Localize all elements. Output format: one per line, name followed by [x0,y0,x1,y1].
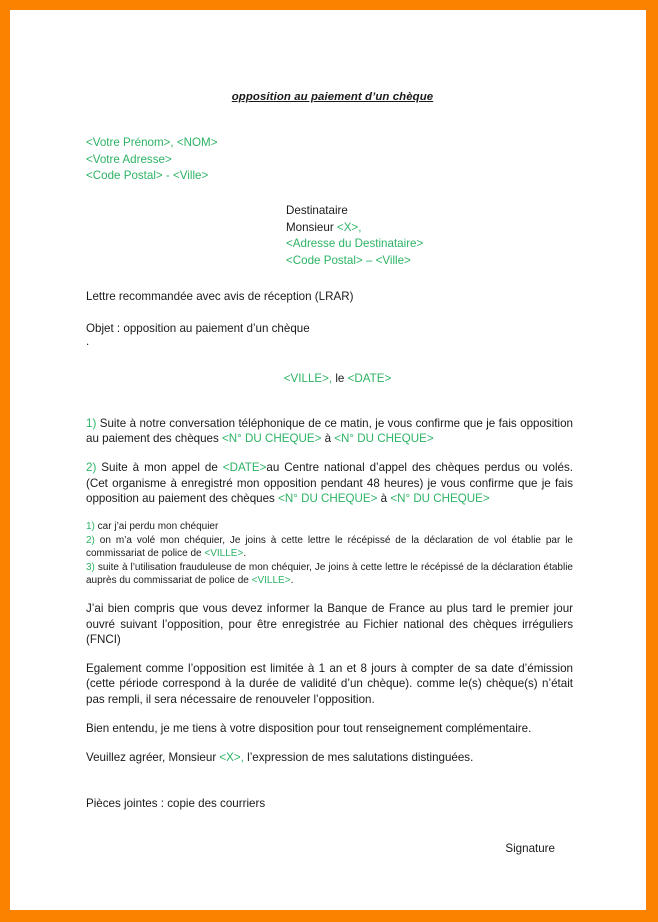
closing-text-a: Veuillez agréer, Monsieur [86,751,220,765]
sender-street: <Votre Adresse> [86,152,172,166]
page-title: opposition au paiement d’un chèque [231,91,434,103]
paragraph-validity-period: Egalement comme l’opposition est limitée à 1 an et 8 jours à compter de sa date d’émission (cette période correspond à la durée de validité d’un chèque). comme le(s) chèque(s) n’était pas rempli, il sera nécessaire de renouveler l’opposition. [86,662,573,706]
spacer-before-attachments [86,780,573,796]
reason-1-text: car j’ai perdu mon chéquier [94,521,219,533]
stray-dot: . [86,334,90,348]
dateline-date: <DATE> [347,371,392,385]
recipient-street: <Adresse du Destinataire> [286,237,424,251]
option-1-text-a: Suite à notre conversation téléphonique de ce matin, je vous confirme que je fais opposition au paiement des chèques [86,416,573,446]
reason-2-city: <VILLE> [204,548,244,560]
reason-1-marker: 1) [86,521,95,533]
recipient-salutation: Monsieur [286,220,334,234]
paragraph-availability: Bien entendu, je me tiens à votre disposition pour tout renseignement complémentaire. [86,722,532,736]
paragraph-closing-salutation [86,750,573,765]
subject-line: Objet : opposition au paiement d’un chèque [86,321,310,335]
recipient-name-placeholder: <X>, [336,220,362,234]
reason-2-text-b: . [243,548,247,560]
closing-name-placeholder: <X>, [219,751,244,765]
paragraph-option-1 [86,416,573,447]
recipient-address-block [86,203,573,269]
spacer-before-signature [86,811,573,841]
reason-item-2 [86,534,573,561]
paragraph-banque-de-france: J’ai bien compris que vous devez informer la Banque de France au plus tard le premier jour ouvré suivant l’opposition, pour être enregistrée au Fichier national des chèques irréguliers (FNCI) [86,602,573,646]
sender-postal-city: <Code Postal> - <Ville> [86,168,209,182]
reason-3-text-a: suite à l’utilisation frauduleuse de mon chéquier, Je joins à cette lettre le récépissé de la déclaration établie auprès du commissariat de police de [86,561,573,586]
option-2-text-b: au Centre national d’appel des chèques perdus ou volés. (Cet organisme à enregistré mon opposition pendant 48 heures) je vous confirme que je fais opposition au paiement des chèques [86,461,573,506]
mail-type-line: Lettre recommandée avec avis de réception (LRAR) [86,290,354,304]
reason-3-marker: 3) [86,561,95,573]
dateline-connector: le [335,371,345,385]
option-2-text-a: Suite à mon appel de [96,461,223,475]
document-sheet [10,10,646,910]
reason-item-3 [86,561,573,588]
recipient-salutation-line [286,220,573,236]
option-1-cheque-from: <N° DU CHEQUE> [222,432,322,446]
option-2-text-c: à [377,492,391,506]
reason-item-1 [86,520,573,533]
closing-text-b: l’expression de mes salutations distinguées. [243,751,474,765]
paragraph-option-2 [86,460,573,506]
reason-3-text-b: . [290,574,294,586]
spacer-before-lrar [86,269,573,289]
spacer-before-dateline [86,349,573,371]
option-2-marker: 2) [86,461,97,475]
option-1-text-b: à [321,432,335,446]
sender-address-block [86,135,573,184]
letter-body [86,90,573,856]
option-1-cheque-to: <N° DU CHEQUE> [334,432,434,446]
recipient-postal-city: <Code Postal> – <Ville> [286,253,411,267]
reason-sublist [86,520,573,587]
option-2-cheque-from: <N° DU CHEQUE> [278,492,378,506]
recipient-label: Destinataire [286,204,348,218]
sender-name: <Votre Prénom>, <NOM> [86,136,218,150]
reason-2-text-a: on m’a volé mon chéquier, Je joins à cette lettre le récépissé de la déclaration de vol établie par le commissariat de police de [86,534,573,560]
reason-3-city: <VILLE> [251,574,291,586]
option-2-cheque-to: <N° DU CHEQUE> [390,492,490,506]
dateline-city: <VILLE>, [283,371,333,385]
signature-line: Signature [505,841,555,855]
attachments-line: Pièces jointes : copie des courriers [86,796,266,810]
option-2-date: <DATE> [222,461,267,475]
reason-2-marker: 2) [86,534,95,546]
spacer-after-dateline [86,386,573,416]
spacer-before-subject [86,305,573,321]
dateline [86,371,573,386]
option-1-marker: 1) [86,416,97,430]
